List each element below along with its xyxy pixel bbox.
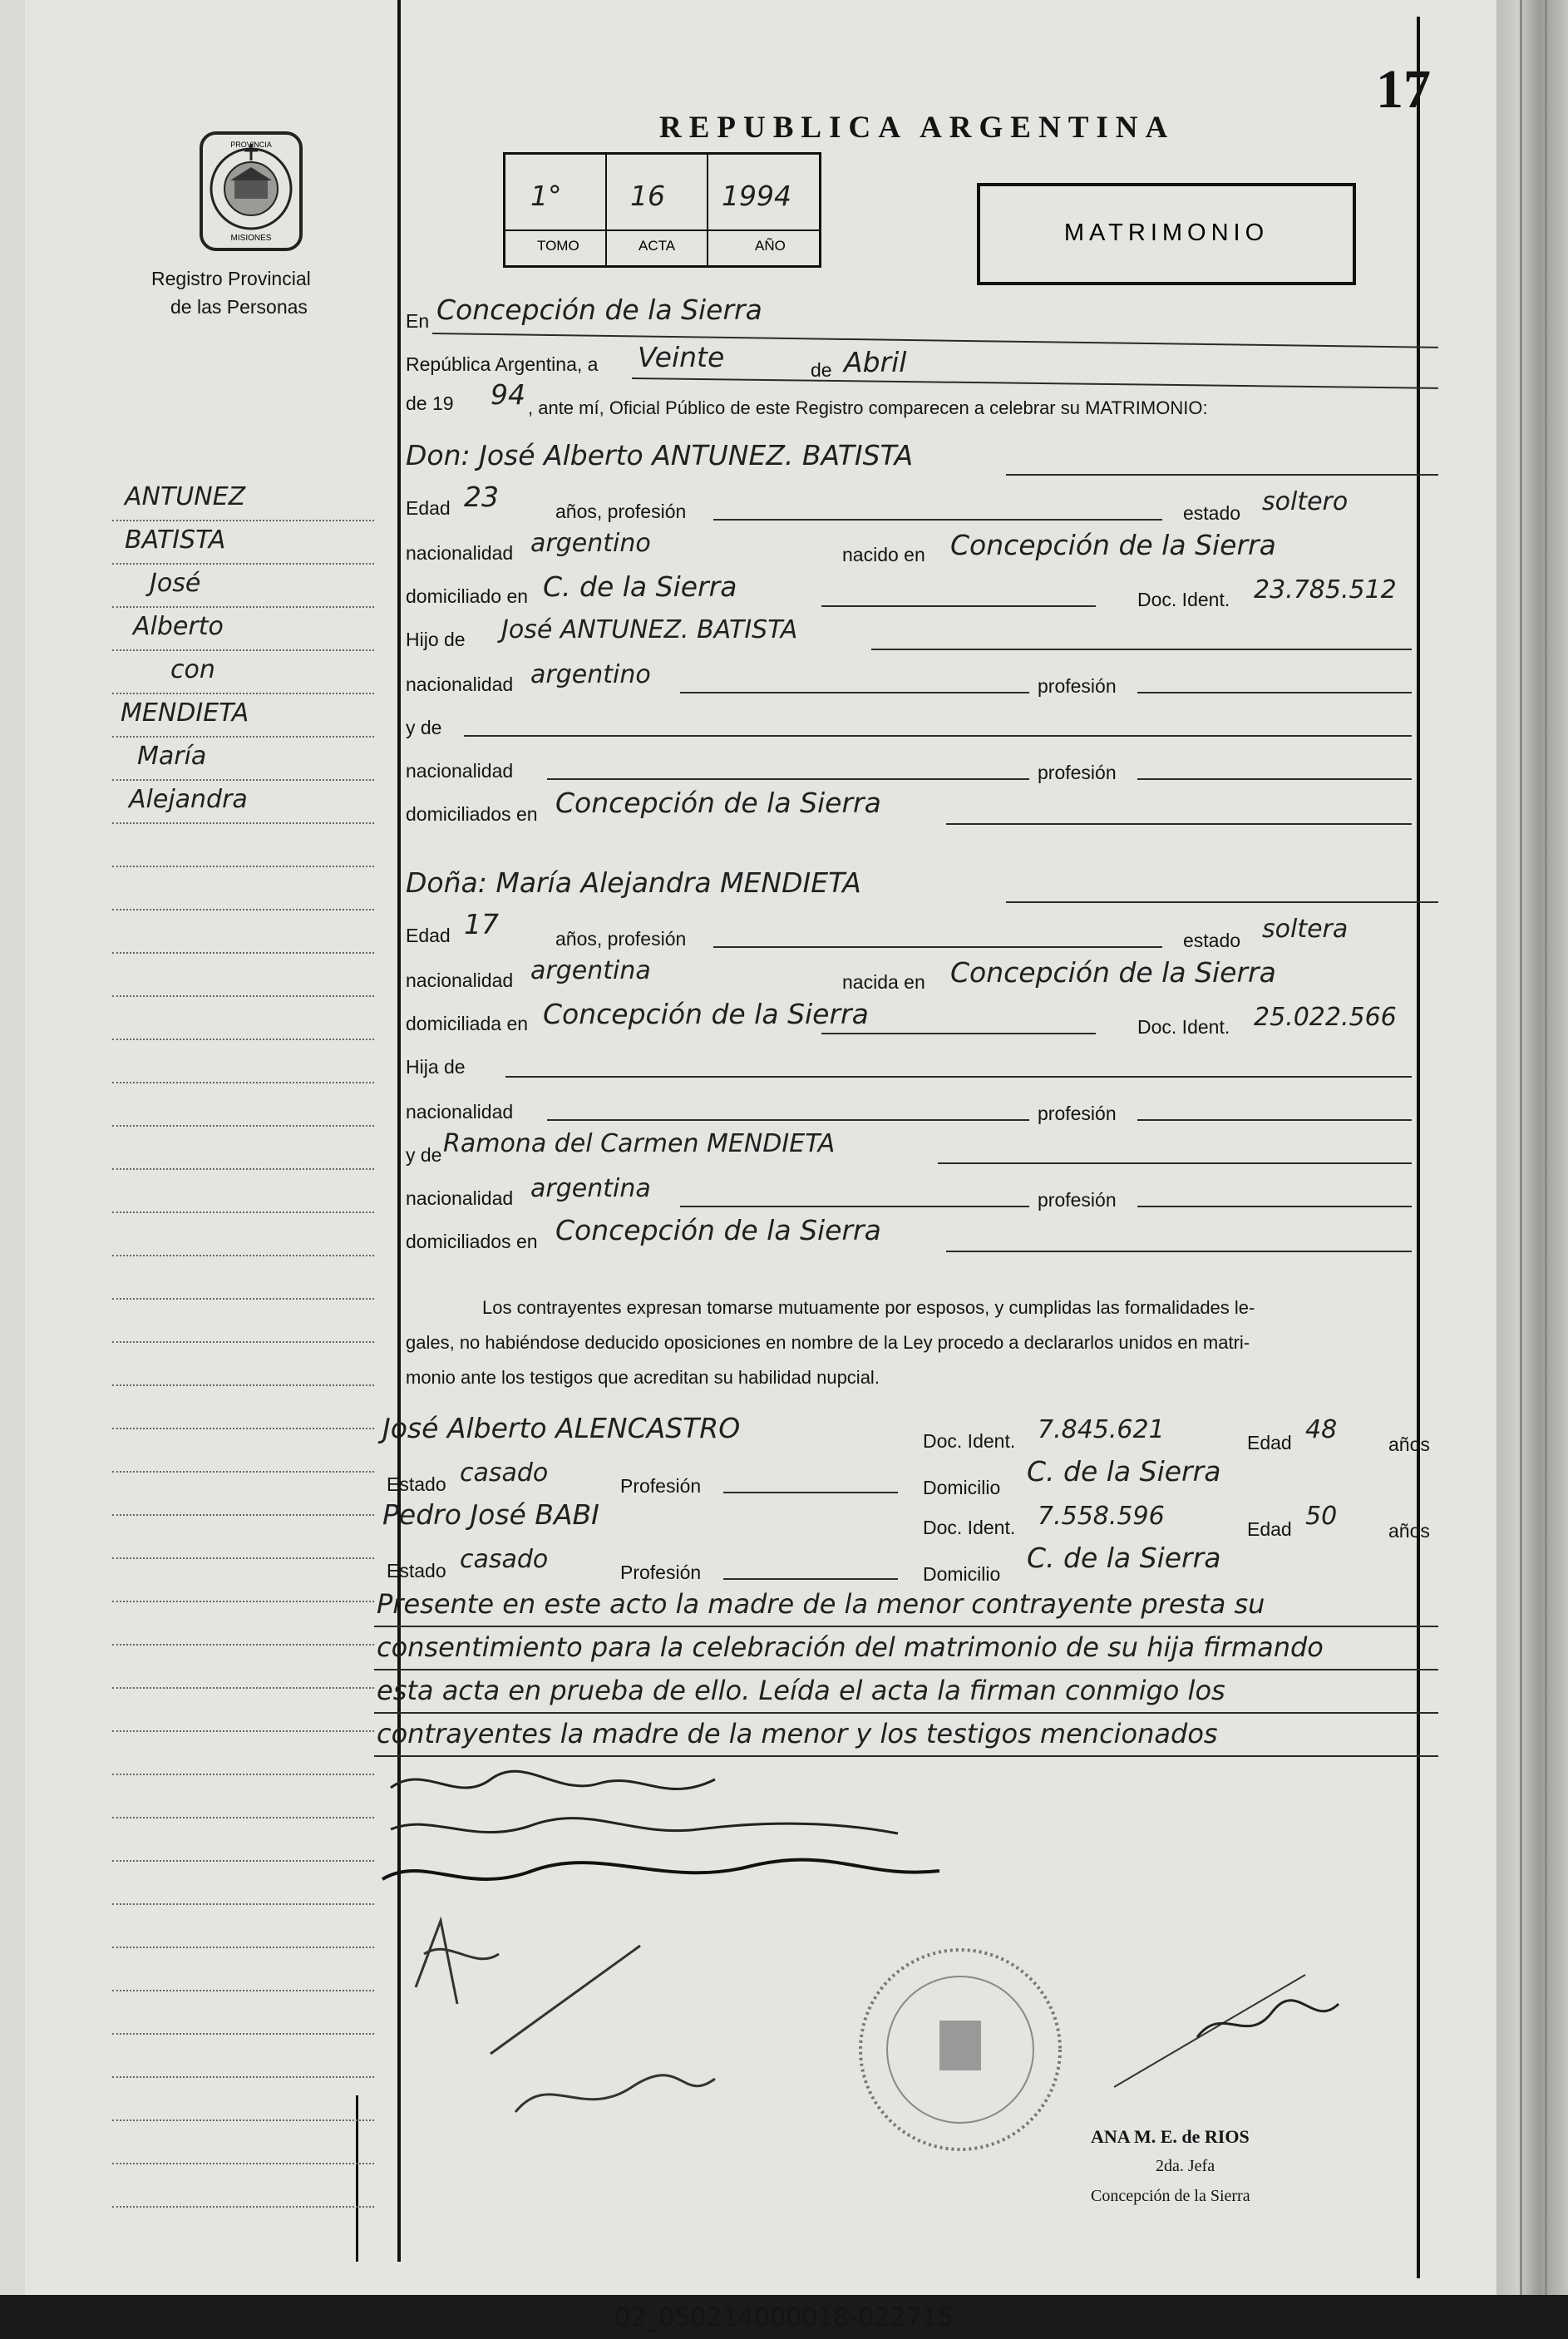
margin-ruled-line	[112, 995, 374, 997]
margin-ruled-line	[112, 909, 374, 910]
groom-age: 23	[464, 481, 499, 513]
tomo-label: TOMO	[537, 238, 579, 254]
margin-note-line: ANTUNEZ	[125, 482, 246, 511]
groom-father-nat: argentino	[530, 660, 651, 689]
rule	[680, 1206, 1029, 1207]
rule	[821, 1033, 1096, 1034]
date-prefix: República Argentina, a	[406, 353, 599, 375]
margin-ruled-line	[112, 1601, 374, 1602]
rule	[946, 823, 1412, 825]
country-title: REPUBLICA ARGENTINA	[659, 111, 1176, 145]
margin-ruled-line	[112, 1860, 374, 1862]
margin-ruled-line	[112, 1687, 374, 1689]
bride-mother-nat: argentina	[530, 1174, 651, 1203]
groom-years-label: años, profesión	[555, 501, 687, 522]
date-year: 94	[491, 378, 525, 411]
margin-ruled-line	[112, 2033, 374, 2035]
bride-domicile: Concepción de la Sierra	[543, 998, 869, 1030]
date-tail: , ante mí, Oficial Público de este Registro comparecen a celebrar su MATRIMONIO:	[528, 397, 1208, 418]
bride-status-label: estado	[1183, 930, 1241, 951]
registry-name-line2: de las Personas	[170, 296, 308, 318]
margin-note-line: BATISTA	[125, 526, 226, 555]
margin-ruled-line	[112, 1341, 374, 1343]
margin-ruled-line	[112, 1817, 374, 1818]
ano-value: 1994	[722, 180, 791, 212]
groom-domicile: C. de la Sierra	[543, 570, 737, 603]
margin-ruled-line	[112, 2119, 374, 2121]
signature-official	[1197, 2001, 1339, 2037]
rule	[713, 519, 1162, 521]
rule	[1006, 901, 1438, 903]
rule	[374, 1626, 1438, 1627]
margin-ruled-line	[112, 1644, 374, 1646]
bride-mother-nat-label: nacionalidad	[406, 1187, 514, 1209]
page-edge-line	[1545, 0, 1547, 2295]
groom-doc: 23.785.512	[1254, 575, 1397, 604]
signature-mother	[382, 1860, 939, 1879]
signature-groom	[391, 1771, 715, 1789]
rule	[938, 1162, 1412, 1164]
witness-doc-label: Doc. Ident.	[923, 1517, 1016, 1538]
groom-parents-dom-label: domiciliados en	[406, 803, 538, 825]
margin-note-line: José	[150, 569, 201, 598]
margin-ruled-line	[112, 1903, 374, 1905]
bride-mother-prof-label: profesión	[1038, 1189, 1117, 1211]
margin-ruled-line	[112, 1471, 374, 1473]
margin-ruled-line	[112, 1125, 374, 1127]
margin-ruled-line	[112, 1514, 374, 1516]
witness-doc: 7.558.596	[1038, 1502, 1165, 1531]
witness-doc-label: Doc. Ident.	[923, 1430, 1016, 1452]
record-type-box	[977, 183, 1356, 285]
witness-status: casado	[460, 1458, 549, 1488]
margin-ruled-line	[112, 1384, 374, 1386]
margin-ruled-line	[112, 779, 374, 781]
page-number: 17	[1376, 59, 1431, 120]
date-month-label: de	[811, 359, 832, 381]
margin-note-line: con	[170, 655, 215, 684]
record-number-box	[503, 152, 821, 268]
margin-ruled-line	[112, 1211, 374, 1213]
bride-born-label: nacida en	[842, 971, 925, 993]
observation-line: esta acta en prueba de ello. Leída el acta la firman conmigo los	[377, 1675, 1225, 1706]
witness-years-label: años	[1388, 1520, 1430, 1542]
margin-ruled-line	[112, 866, 374, 867]
seal-text-bottom: MISIONES	[230, 234, 272, 243]
declaration-line: monio ante los testigos que acreditan su habilidad nupcial.	[406, 1367, 880, 1388]
margin-ruled-line	[112, 2076, 374, 2078]
margin-ruled-line	[112, 1428, 374, 1429]
witness-age-label: Edad	[1247, 1518, 1292, 1540]
signatures-area	[366, 1754, 1447, 2220]
page-edge-line	[1520, 0, 1522, 2295]
margin-ruled-line	[112, 1298, 374, 1300]
margin-ruled-line	[112, 1730, 374, 1732]
margin-ruled-line	[112, 952, 374, 954]
groom-status: soltero	[1262, 487, 1349, 516]
rule	[505, 1076, 1412, 1078]
margin-ruled-line	[112, 1774, 374, 1775]
margin-ruled-line	[112, 649, 374, 651]
rule	[374, 1712, 1438, 1714]
bride-age-label: Edad	[406, 925, 451, 946]
witness-dom-label: Domicilio	[923, 1563, 1001, 1585]
groom-father-label: Hijo de	[406, 629, 466, 650]
date-year-label: de 19	[406, 392, 454, 414]
witness-age: 50	[1305, 1502, 1338, 1531]
witness-name: Pedro José BABI	[382, 1498, 599, 1531]
margin-ruled-line	[112, 822, 374, 824]
witness-status-label: Estado	[387, 1473, 446, 1495]
witness-status-label: Estado	[387, 1560, 446, 1582]
observation-line: Presente en este acto la madre de la menor contrayente presta su	[377, 1588, 1265, 1620]
bride-age: 17	[464, 908, 499, 940]
margin-ruled-line	[112, 1947, 374, 1948]
acta-value: 16	[630, 180, 665, 212]
witness-doc: 7.845.621	[1038, 1415, 1165, 1444]
rule	[723, 1492, 898, 1493]
rule	[1137, 692, 1412, 693]
groom-mother-prof-label: profesión	[1038, 762, 1117, 783]
groom-nationality-label: nacionalidad	[406, 542, 514, 564]
margin-ruled-line	[112, 1255, 374, 1256]
witness-status: casado	[460, 1545, 549, 1574]
rule	[1137, 778, 1412, 780]
place-value: Concepción de la Sierra	[436, 294, 762, 326]
rule	[1137, 1206, 1412, 1207]
witness-years-label: años	[1388, 1434, 1430, 1455]
bride-nationality-label: nacionalidad	[406, 970, 514, 991]
rule	[723, 1578, 898, 1580]
margin-note-line: MENDIETA	[121, 698, 249, 728]
groom-age-label: Edad	[406, 497, 451, 519]
margin-ruled-line	[112, 1039, 374, 1040]
groom-doc-label: Doc. Ident.	[1137, 589, 1230, 610]
place-label: En	[406, 310, 430, 332]
groom-name-line: Don: José Alberto ANTUNEZ. BATISTA	[406, 439, 914, 471]
groom-born-label: nacido en	[842, 544, 925, 565]
margin-ruled-line	[112, 1168, 374, 1170]
registry-name-line1: Registro Provincial	[151, 268, 311, 289]
groom-father-nat-label: nacionalidad	[406, 674, 514, 695]
bride-born: Concepción de la Sierra	[950, 956, 1276, 989]
bride-name-line: Doña: María Alejandra MENDIETA	[406, 866, 861, 899]
official-place: Concepción de la Sierra	[1091, 2187, 1250, 2205]
rule	[946, 1251, 1412, 1252]
rule	[871, 649, 1412, 650]
date-month: Abril	[844, 346, 907, 378]
groom-status-label: estado	[1183, 502, 1241, 524]
declaration-line: gales, no habiéndose deducido oposiciones en nombre de la Ley procedo a declararlos unidos en matri-	[406, 1332, 1250, 1353]
bride-nationality: argentina	[530, 956, 651, 985]
bride-mother: Ramona del Carmen MENDIETA	[443, 1129, 836, 1158]
signature-witness-2	[491, 1946, 715, 2112]
rule	[821, 605, 1096, 607]
rule	[713, 946, 1162, 948]
margin-ruled-line	[112, 520, 374, 521]
seal-text-top: PROVINCIA	[230, 141, 272, 149]
witness-domicile: C. de la Sierra	[1027, 1542, 1221, 1574]
official-title: 2da. Jefa	[1156, 2157, 1215, 2175]
groom-born: Concepción de la Sierra	[950, 529, 1276, 561]
rule	[547, 778, 1029, 780]
acta-label: ACTA	[639, 238, 676, 254]
rule	[1006, 474, 1438, 476]
bride-father-label: Hija de	[406, 1056, 466, 1078]
witness-dom-label: Domicilio	[923, 1477, 1001, 1498]
margin-note-line: Alejandra	[129, 785, 248, 814]
bride-domicile-label: domiciliada en	[406, 1013, 529, 1034]
witness-domicile: C. de la Sierra	[1027, 1455, 1221, 1488]
official-name: ANA M. E. de RIOS	[1091, 2126, 1250, 2147]
margin-note-line: María	[137, 742, 207, 771]
rule	[374, 1669, 1438, 1670]
groom-father-prof-label: profesión	[1038, 675, 1117, 697]
margin-ruled-line	[112, 1082, 374, 1083]
book-page-edges	[1497, 0, 1568, 2295]
bride-doc-label: Doc. Ident.	[1137, 1016, 1230, 1038]
margin-note-line: Alberto	[133, 612, 224, 641]
tomo-value: 1°	[530, 180, 562, 212]
rule	[464, 735, 1412, 737]
margin-ruled-line	[112, 1557, 374, 1559]
bride-doc: 25.022.566	[1254, 1003, 1397, 1032]
bride-parents-dom-label: domiciliados en	[406, 1231, 538, 1252]
witness-name: José Alberto ALENCASTRO	[382, 1412, 741, 1444]
groom-father: José ANTUNEZ. BATISTA	[501, 615, 798, 644]
date-day: Veinte	[638, 341, 725, 373]
margin-ruled-line	[112, 563, 374, 565]
bride-mother-label: y de	[406, 1144, 442, 1166]
groom-domicile-label: domiciliado en	[406, 585, 529, 607]
bride-parents-dom: Concepción de la Sierra	[555, 1214, 881, 1246]
margin-ruled-line	[112, 1990, 374, 1991]
groom-mother-nat-label: nacionalidad	[406, 760, 514, 782]
signature-witness-1	[416, 1921, 499, 2004]
signature-bride	[391, 1818, 898, 1833]
margin-ruled-line	[112, 736, 374, 738]
bride-status: soltera	[1262, 915, 1349, 944]
record-type: MATRIMONIO	[1063, 220, 1270, 246]
groom-mother-label: y de	[406, 717, 442, 738]
witness-prof-label: Profesión	[620, 1562, 702, 1583]
groom-parents-dom: Concepción de la Sierra	[555, 787, 881, 819]
bride-father-prof-label: profesión	[1038, 1103, 1117, 1124]
rule	[1137, 1119, 1412, 1121]
margin-ruled-line	[112, 693, 374, 694]
province-seal-icon	[193, 129, 309, 254]
rule	[547, 1119, 1029, 1121]
observation-line: contrayentes la madre de la menor y los testigos mencionados	[377, 1718, 1218, 1749]
declaration-line: Los contrayentes expresan tomarse mutuamente por esposos, y cumplidas las formalidades le-	[482, 1297, 1255, 1318]
groom-nationality: argentino	[530, 529, 651, 558]
margin-ruled-line	[112, 606, 374, 608]
bride-years-label: años, profesión	[555, 928, 687, 950]
witness-age-label: Edad	[1247, 1432, 1292, 1453]
footer-id: 02_050214000018-022715	[614, 2303, 954, 2332]
ano-label: AÑO	[755, 238, 786, 254]
margin-ruled-line	[112, 2206, 374, 2208]
rule	[680, 692, 1029, 693]
bride-father-nat-label: nacionalidad	[406, 1101, 514, 1123]
margin-ruled-line	[112, 2163, 374, 2164]
witness-age: 48	[1305, 1415, 1338, 1444]
witness-prof-label: Profesión	[620, 1475, 702, 1497]
observation-line: consentimiento para la celebración del matrimonio de su hija firmando	[377, 1631, 1324, 1663]
